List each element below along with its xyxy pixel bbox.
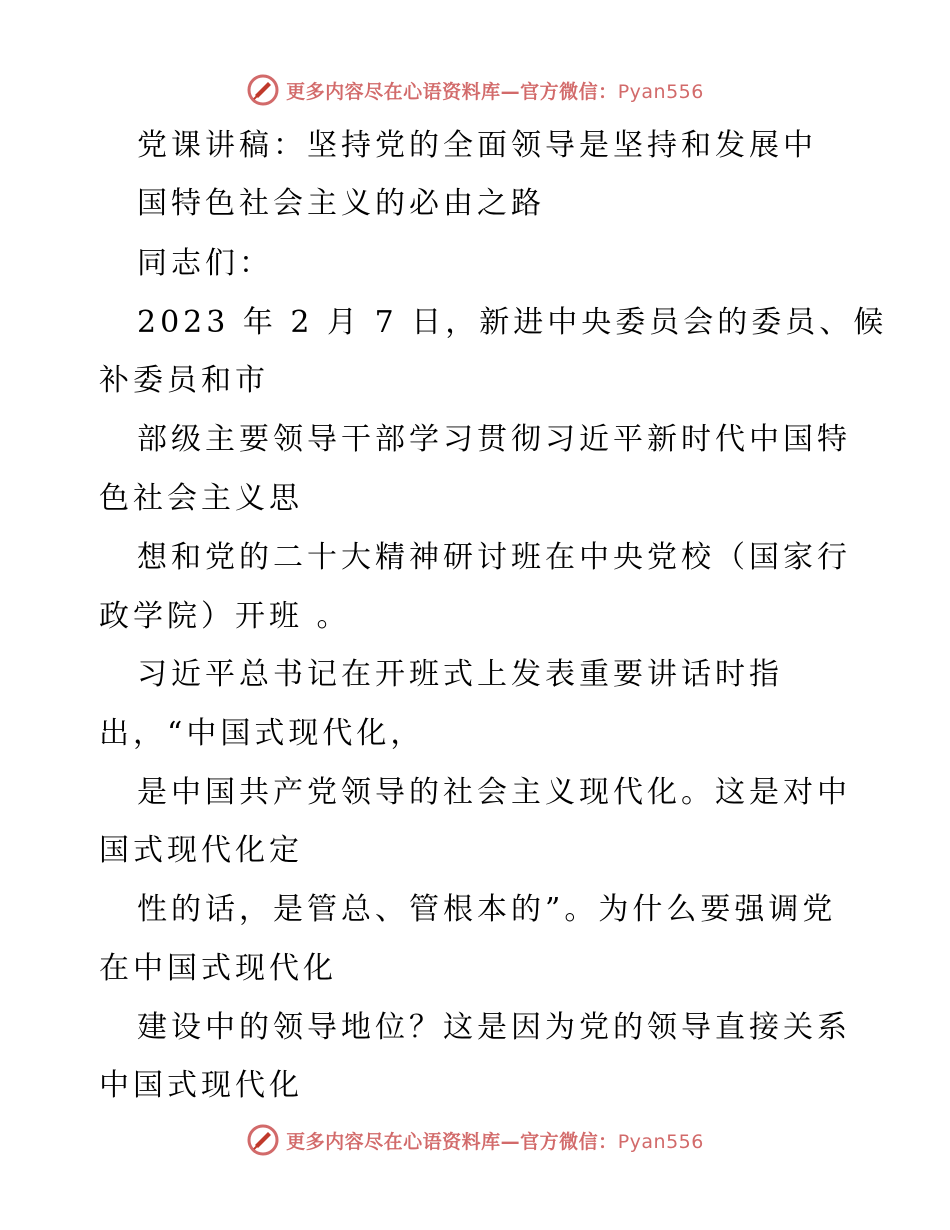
footer-account: Pyan556 (617, 1130, 704, 1153)
document-title-line-1: 党课讲稿：坚持党的全面领导是坚持和发展中 (137, 128, 817, 163)
footer-separator: — (500, 1130, 521, 1153)
header-brand-text: 更多内容尽在心语资料库 (286, 80, 501, 103)
paragraph-line: 性的话，是管总、管根本的”。为什么要强调党 (137, 892, 837, 927)
paragraph-line: 政学院）开班 。 (99, 599, 351, 634)
paragraph-line: 出，“中国式现代化， (99, 716, 425, 751)
paragraph-line: 中国式现代化 (99, 1068, 303, 1103)
paragraph-line: 国式现代化定 (99, 833, 303, 868)
salutation: 同志们： (137, 246, 273, 281)
paragraph-line: 色社会主义思 (99, 481, 303, 516)
paragraph-line: 想和党的二十大精神研讨班在中央党校（国家行 (137, 540, 851, 575)
header-account: Pyan556 (617, 80, 704, 103)
header-banner-text (286, 77, 704, 104)
paragraph-line: 习近平总书记在开班式上发表重要讲话时指 (137, 657, 783, 692)
paragraph-line: 补委员和市 (99, 363, 269, 398)
document-title-line-2: 国特色社会主义的必由之路 (137, 186, 545, 221)
header-official-label: 官方微信： (520, 80, 618, 103)
paragraph-line: 2023 年 2 月 7 日，新进中央委员会的委员、候 (137, 305, 888, 340)
footer-banner (0, 1120, 950, 1160)
footer-banner-text (286, 1127, 704, 1154)
brand-logo-icon (246, 1123, 280, 1157)
footer-brand-text: 更多内容尽在心语资料库 (286, 1130, 501, 1153)
brand-logo-icon (246, 73, 280, 107)
paragraph-line: 在中国式现代化 (99, 951, 337, 986)
paragraph-line: 建设中的领导地位？这是因为党的领导直接关系 (137, 1010, 851, 1045)
header-banner (0, 70, 950, 110)
paragraph-line: 是中国共产党领导的社会主义现代化。这是对中 (137, 775, 851, 810)
header-separator: — (500, 80, 521, 103)
footer-official-label: 官方微信： (520, 1130, 618, 1153)
paragraph-line: 部级主要领导干部学习贯彻习近平新时代中国特 (137, 422, 851, 457)
